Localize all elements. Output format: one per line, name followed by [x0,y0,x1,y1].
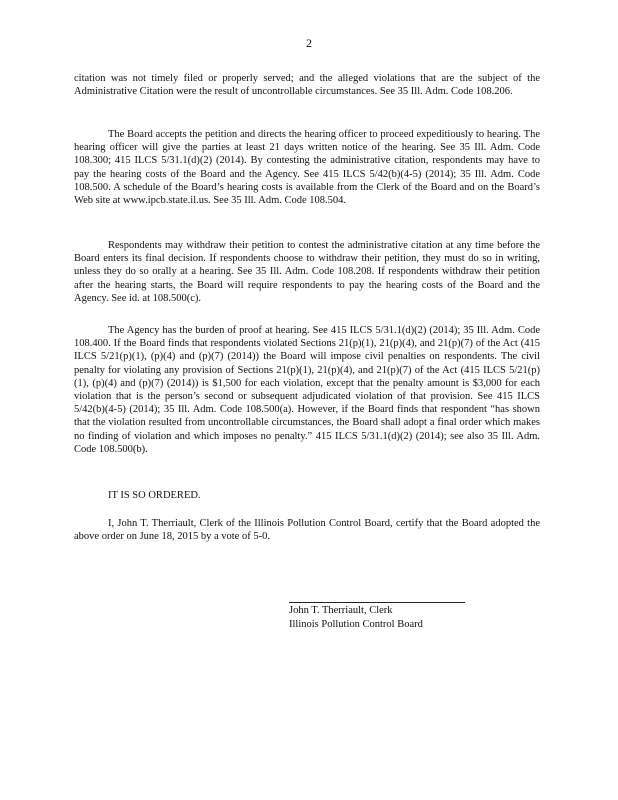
page-number: 2 [306,36,312,50]
signatory-organization: Illinois Pollution Control Board [289,619,423,630]
paragraph-hearing: The Board accepts the petition and directs the hearing officer to proceed expeditiously to hearing. The hearing officer will give the parties at least 21 days written notice of the hearing. See 35 Ill. Adm. Code 108.300; 415 ILCS 5/31.1(d)(2) (2014). By contesting the administrative citation, respondents may have to pay the hearing costs of the Board and the Agency. See 415 ILCS 5/42(b)(4-5) (2014); 35 Ill. Adm. Code 108.500. A schedule of the Board’s hearing costs is available from the Clerk of the Board and on the Board’s Web site at www.ipcb.state.il.us. See 35 Ill. Adm. Code 108.504. [74,129,540,207]
so-ordered: IT IS SO ORDERED. [108,490,201,501]
signature-line [289,602,465,603]
paragraph-burden-of-proof: The Agency has the burden of proof at hearing. See 415 ILCS 5/31.1(d)(2) (2014); 35 Ill. Adm. Code 108.400. If the Board finds that respondents violated Sections 21(p)(1), 21(p)(4), and 21(p)(7) of the Act (415 ILCS 5/21(p)(1), (p)(4) and (p)(7) (2014)) the Board will impose civil penalties on respondents. The civil penalty for violating any provision of Sections 21(p)(1), 21(p)(4), and 21(p)(7) of the Act (415 ILCS 5/21(p)(1), (p)(4) and (p)(7) (2014)) is $1,500 for each violation, except that the penalty amount is $3,000 for each violation that is the person’s second or subsequent adjudicated violation of that provision. See 415 ILCS 5/42(b)(4-5) (2014); 35 Ill. Adm. Code 108.500(a). However, if the Board finds that respondent “has shown that the violation resulted from uncontrollable circumstances, the Board shall adopt a final order which makes no finding of violation and which imposes no penalty.” 415 ILCS 5/31.1(d)(2) (2014); see also 35 Ill. Adm. Code 108.500(b). [74,325,540,455]
clerk-certification: I, John T. Therriault, Clerk of the Illinois Pollution Control Board, certify that the Board adopted the above order on June 18, 2015 by a vote of 5-0. [74,518,540,543]
signatory-name: John T. Therriault, Clerk [289,605,393,616]
paragraph-withdrawal: Respondents may withdraw their petition to contest the administrative citation at any time before the Board enters its final decision. If respondents choose to withdraw their petition, they must do so in writing, unless they do so orally at a hearing. See 35 Ill. Adm. Code 108.208. If respondents withdraw their petition after the hearing starts, the Board will require respondents to pay the hearing costs of the Board and the Agency. See id. at 108.500(c). [74,240,540,304]
paragraph-uncontrollable-circumstances: citation was not timely filed or properly served; and the alleged violations that are the subject of the Administrative Citation were the result of uncontrollable circumstances. See 35 Ill. Adm. Code 108.206. [74,73,540,98]
